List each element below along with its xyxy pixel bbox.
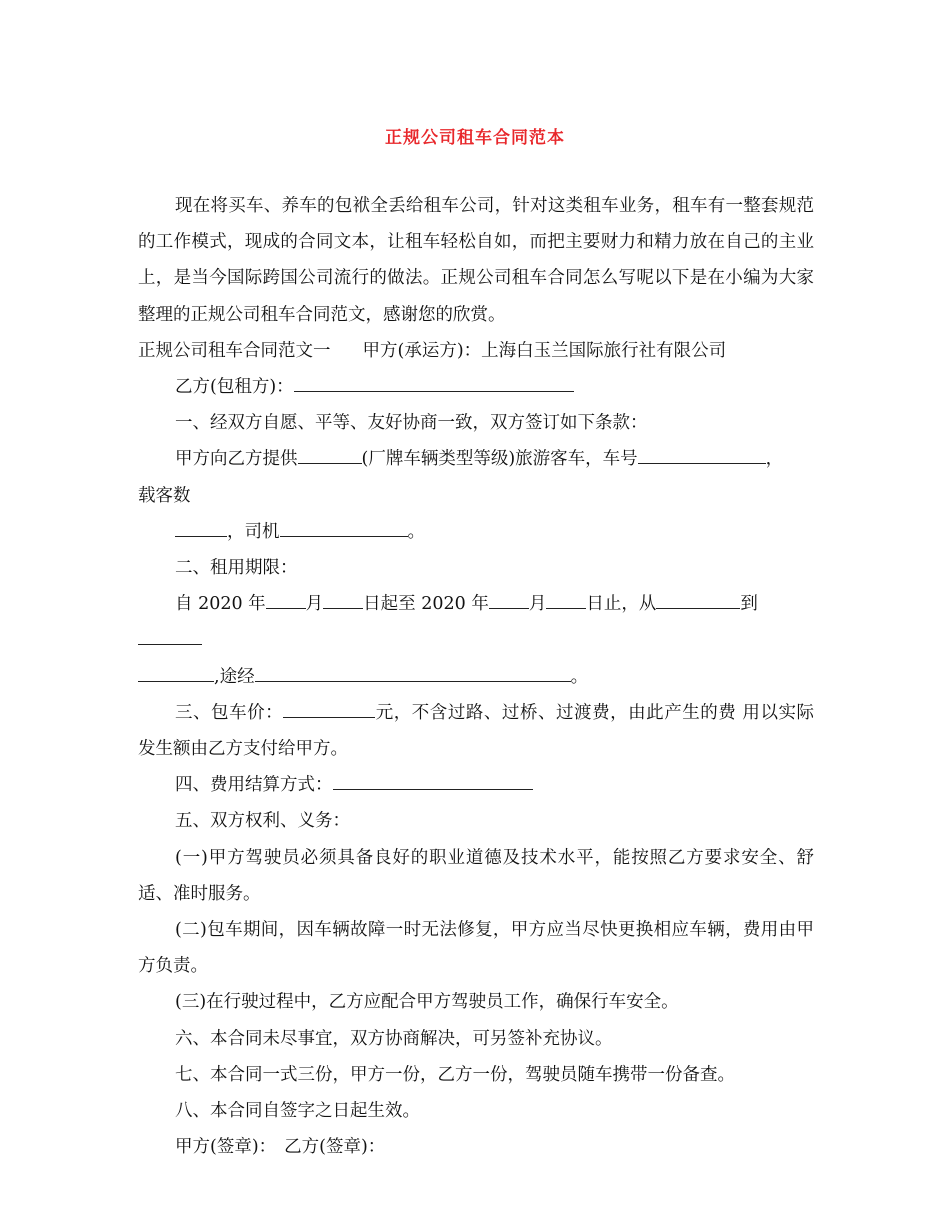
start-day-blank: [323, 591, 363, 609]
clause-6: 六、本合同未尽事宜，双方协商解决，可另签补充协议。: [175, 1028, 613, 1049]
clause-1-vehicle-line: [138, 441, 814, 477]
clause-2-period-line: [138, 586, 814, 658]
clause-5-item-1: (一)甲方驾驶员必须具备良好的职业道德及技术水平，能按照乙方要求安全、舒适、准时服务。: [138, 847, 814, 904]
clause-2-text-b: 月: [305, 594, 324, 615]
end-month-blank: [489, 591, 529, 609]
clause-2-text-g: ,途经: [214, 666, 255, 687]
price-blank: [283, 700, 375, 718]
sample-heading: 正规公司租车合同范文一: [138, 340, 331, 361]
clause-2-text-h: 。: [570, 666, 589, 687]
to-blank-part1: [138, 627, 202, 645]
clause-5-item-2: (二)包车期间，因车辆故障一时无法修复，甲方应当尽快更换相应车辆，费用由甲方负责。: [138, 920, 814, 977]
party-a: 甲方(承运方)：上海白玉兰国际旅行社有限公司: [362, 340, 727, 361]
clause-1-text-c: ，: [765, 449, 784, 470]
route-blank: [255, 664, 571, 682]
start-month-blank: [266, 591, 306, 609]
party-b-label: 乙方(包租方)：: [175, 377, 294, 398]
intro-paragraph: 现在将买车、养车的包袱全丢给租车公司，针对这类租车业务，租车有一整套规范的工作模式，现成的合同文本，让租车轻松自如，而把主要财力和精力放在自己的主业上，是当今国际跨国公司流行的做法。正规公司租车合同怎么写呢以下是在小编为大家整理的正规公司租车合同范文，感谢您的欣赏。: [138, 196, 814, 325]
clause-1-text-b: (厂牌车辆类型等级)旅游客车，车号: [361, 449, 638, 470]
settlement-blank: [333, 772, 533, 790]
clause-3-text-a: 三、包车价：: [175, 702, 284, 723]
clause-4-text: 四、费用结算方式：: [175, 775, 333, 796]
clause-2-text-c: 日起至 2020 年: [363, 594, 489, 615]
clause-1-text-a: 甲方向乙方提供: [175, 449, 298, 470]
driver-blank: [280, 519, 408, 537]
document-body: [138, 188, 814, 1165]
clause-4: [138, 767, 814, 803]
party-b-blank: [294, 374, 574, 392]
clause-3: [138, 695, 814, 767]
clause-2-text-e: 日止，从: [586, 594, 657, 615]
clause-1-capacity-label: 载客数: [138, 485, 191, 506]
clause-2-route-line: [138, 659, 814, 695]
clause-2-text-d: 月: [528, 594, 547, 615]
document-title: 正规公司租车合同范本: [385, 128, 565, 148]
clause-1-driver-text: ，司机: [227, 521, 280, 542]
clause-1-title: 一、经双方自愿、平等、友好协商一致，双方签订如下条款：: [175, 413, 648, 434]
signature-line: [138, 1129, 814, 1165]
clause-2-text-f: 到: [740, 594, 758, 615]
clause-2-text-a: 自 2020 年: [175, 594, 266, 615]
clause-1-driver-end: 。: [407, 521, 425, 542]
party-b-line: [138, 369, 814, 405]
clause-7: 七、本合同一式三份，甲方一份，乙方一份，驾驶员随车携带一份备查。: [175, 1064, 735, 1085]
clause-3-text-b: 元，不含过路、过桥、过渡费，由此产生的费 用以实际发生额由乙方支付给甲方。: [138, 702, 815, 760]
end-day-blank: [546, 591, 586, 609]
plate-number-blank: [638, 446, 766, 464]
from-blank: [656, 591, 740, 609]
capacity-blank: [175, 519, 227, 537]
party-a-line: [138, 333, 814, 369]
clause-5-title: 五、双方权利、义务：: [175, 811, 350, 832]
vehicle-grade-blank: [298, 446, 362, 464]
party-b-signature: 乙方(签章)：: [284, 1137, 386, 1158]
to-blank-part2: [138, 664, 214, 682]
clause-8: 八、本合同自签字之日起生效。: [175, 1101, 420, 1122]
clause-5-item-3: (三)在行驶过程中，乙方应配合甲方驾驶员工作，确保行车安全。: [175, 992, 679, 1013]
party-a-signature: 甲方(签章)：: [175, 1137, 277, 1158]
clause-1-driver-line: [138, 514, 814, 550]
clause-2-title: 二、租用期限：: [175, 558, 298, 579]
